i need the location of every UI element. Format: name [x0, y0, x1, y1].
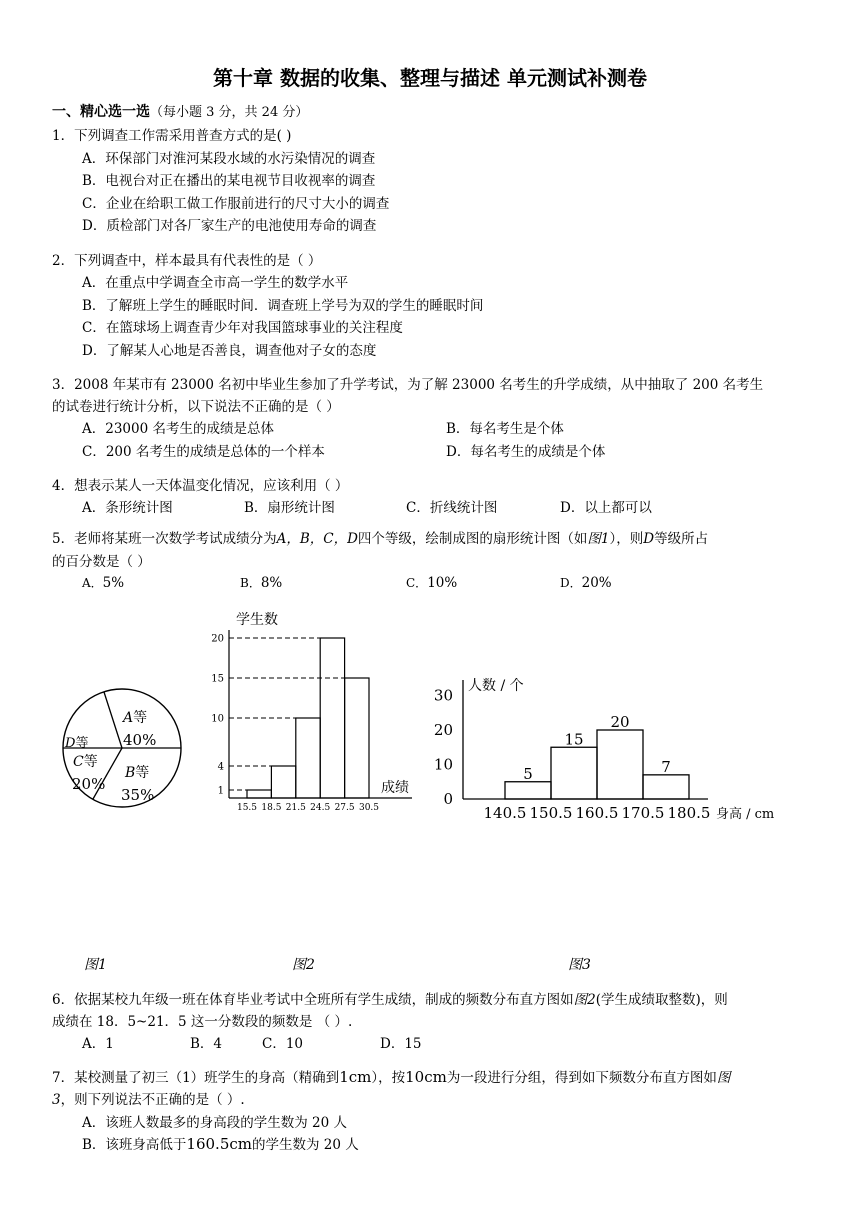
- fig3-x-tick-label: 150.5: [529, 804, 573, 822]
- pie-pct-c: 20%: [72, 775, 106, 793]
- pie-boundary-a-d: [104, 692, 122, 748]
- question-3-option-d: D．每名考生的成绩是个体: [446, 444, 606, 460]
- fig2-y-tick-label: 4: [217, 761, 224, 773]
- page-title: 第十章 数据的收集、整理与描述 单元测试补测卷: [213, 66, 647, 90]
- q5-grade-d: D: [643, 531, 655, 547]
- question-3-stem-line2: 的试卷进行统计分析，以下说法不正确的是（ ）: [52, 399, 340, 415]
- question-7-stem-line1: [52, 1066, 730, 1086]
- question-2-option-b: B．了解班上学生的睡眠时间．调查班上学号为双的学生的睡眠时间: [82, 298, 484, 314]
- q7-text-c: 为一段进行分组，得到如下频数分布直方图如: [446, 1070, 717, 1086]
- fig2-bar: [296, 718, 320, 798]
- question-6-stem-line2: 成绩在 18．5~21．5 这一分数段的频数是 （ ）.: [52, 1014, 353, 1030]
- fig2-bar: [271, 766, 295, 798]
- fig3-x-tick-label: 170.5: [621, 804, 665, 822]
- figure-1-pie-chart: [56, 686, 192, 810]
- option-letter: D．: [560, 576, 582, 590]
- fig3-bar: [597, 730, 643, 799]
- q7-optb-value: 160.5cm: [186, 1135, 252, 1153]
- fig3-x-tick-label: 160.5: [575, 804, 619, 822]
- fig3-y-tick-label: 0: [443, 790, 453, 808]
- q6-text-b: (学生成绩取整数)，则: [595, 992, 728, 1008]
- figure-1-caption: 图1: [84, 957, 107, 973]
- question-6-option-a: A．1: [82, 1036, 114, 1052]
- question-5-option-b: [240, 574, 282, 591]
- fig2-ylabel: 学生数: [236, 612, 278, 628]
- pie-pct-a: 40%: [123, 731, 157, 749]
- fig3-tick-labels: [434, 687, 711, 823]
- pie-label-b: B等: [125, 765, 150, 781]
- figure-3-caption: 图3: [568, 957, 591, 973]
- question-4-option-c: C．折线统计图: [406, 500, 498, 516]
- option-value: 8%: [260, 575, 283, 591]
- question-7-stem-line2: [52, 1088, 245, 1108]
- pie-label-c: C等: [73, 754, 98, 770]
- q6-text-a: 6．依据某校九年级一班在体育毕业考试中全班所有学生成绩，制成的频数分布直方图如: [52, 992, 574, 1008]
- fig2-x-tick-label: 21.5: [285, 803, 306, 813]
- q5-text-e: 等级所占: [654, 531, 709, 547]
- question-4-option-d: D．以上都可以: [560, 500, 652, 516]
- fig3-x-tick-label: 180.5: [667, 804, 711, 822]
- section-title: 一、精心选一选: [52, 104, 150, 120]
- pie-pct-b: 35%: [121, 786, 155, 804]
- fig2-x-tick-label: 30.5: [358, 803, 380, 813]
- question-6-option-d: D．15: [380, 1036, 422, 1052]
- question-1-option-d: D．质检部门对各厂家生产的电池使用寿命的调查: [82, 218, 377, 234]
- option-letter: B．: [240, 576, 261, 590]
- question-6-stem-line1: [52, 988, 728, 1008]
- fig2-y-tick-label: 10: [211, 713, 224, 725]
- question-2-option-c: C．在篮球场上调查青少年对我国篮球事业的关注程度: [82, 320, 403, 336]
- question-1-option-b: B．电视台对正在播出的某电视节目收视率的调查: [82, 173, 376, 189]
- pie-label-d: D等: [65, 736, 89, 751]
- question-5-option-a: [82, 574, 124, 591]
- question-3-option-c: C．200 名考生的成绩是总体的一个样本: [82, 444, 325, 460]
- question-4-option-b: B．扇形统计图: [244, 500, 335, 516]
- figure-2-histogram: [206, 604, 422, 814]
- question-7-option-a: A．该班人数最多的身高段的学生数为 20 人: [82, 1115, 348, 1131]
- q7-optb-text-b: 的学生数为 20 人: [252, 1137, 359, 1153]
- question-7-option-b: [82, 1133, 359, 1153]
- question-1-option-c: C．企业在给职工做工作服前进行的尺寸大小的调查: [82, 196, 390, 212]
- question-5-stem-line1: [52, 527, 708, 547]
- q5-text-b: 四个等级，绘制成图的扇形统计图（如: [357, 531, 588, 547]
- fig2-x-tick-label: 18.5: [261, 803, 282, 813]
- section-note: （每小题 3 分，共 24 分）: [150, 105, 309, 120]
- fig2-x-tick-label: 27.5: [334, 803, 355, 813]
- question-6-option-c: C．10: [262, 1036, 304, 1052]
- q7-figure-number: 3: [52, 1092, 61, 1108]
- figure-2-caption: 图2: [292, 957, 315, 973]
- option-letter: C．: [406, 576, 428, 590]
- fig2-bar: [320, 638, 344, 798]
- fig2-x-tick-label: 24.5: [310, 803, 331, 813]
- option-value: 10%: [427, 575, 458, 591]
- fig2-y-tick-label: 20: [211, 633, 224, 645]
- q7-text-b: ），按: [371, 1070, 406, 1086]
- fig3-bar: [505, 782, 551, 799]
- q5-figure-ref: 图1: [587, 531, 610, 547]
- fig3-data-label: 7: [661, 757, 671, 776]
- fig3-y-tick-label: 20: [433, 721, 453, 739]
- q7-unit-1cm: 1cm: [339, 1068, 372, 1086]
- question-4-option-a: A．条形统计图: [82, 500, 173, 516]
- fig3-y-tick-label: 30: [433, 686, 453, 705]
- option-letter: A．: [82, 576, 103, 590]
- question-2-stem: 2．下列调查中，样本最具有代表性的是（ ）: [52, 253, 322, 269]
- question-6-option-b: B．4: [190, 1036, 223, 1052]
- fig3-x-tick-label: 140.5: [483, 804, 527, 822]
- fig3-data-label: 5: [523, 764, 533, 783]
- fig2-bar: [345, 678, 369, 798]
- fig3-y-tick-label: 10: [433, 755, 453, 774]
- q5-text-c: ），则: [609, 531, 644, 547]
- q7-text-a: 7．某校测量了初三（1）班学生的身高（精确到: [52, 1070, 340, 1086]
- question-2-option-a: A．在重点中学调查全市高一学生的数学水平: [82, 275, 349, 291]
- fig2-bar: [247, 790, 271, 798]
- fig2-xlabel: 成绩: [381, 780, 409, 796]
- fig3-data-label: 20: [610, 713, 630, 731]
- q7-unit-10cm: 10cm: [405, 1068, 447, 1086]
- option-value: 5%: [102, 575, 125, 591]
- fig3-data-label: 15: [564, 730, 584, 749]
- question-3-option-b: B．每名考生是个体: [446, 421, 564, 437]
- fig3-bar: [643, 775, 689, 799]
- q7-optb-text-a: B．该班身高低于: [82, 1137, 187, 1153]
- fig2-y-tick-label: 1: [217, 785, 224, 797]
- question-1-stem: 1．下列调查工作需采用普查方式的是( ): [52, 128, 292, 144]
- question-3-option-a: A．23000 名考生的成绩是总体: [82, 421, 274, 437]
- question-1-option-a: A．环保部门对淮河某段水域的水污染情况的调查: [82, 151, 376, 167]
- section-heading: [52, 101, 308, 121]
- q5-text-a: 5．老师将某班一次数学考试成绩分为: [52, 531, 277, 547]
- fig3-bar: [551, 747, 597, 799]
- question-4-stem: 4．想表示某人一天体温变化情况，应该利用（ ）: [52, 478, 349, 494]
- question-2-option-d: D．了解某人心地是否善良，调查他对子女的态度: [82, 343, 377, 359]
- question-3-stem-line1: 3．2008 年某市有 23000 名初中毕业生参加了升学考试，为了解 23000 名考生的升学成绩，从中抽取了 200 名考生: [52, 377, 764, 393]
- fig2-bars: [229, 638, 369, 798]
- option-value: 20%: [581, 575, 612, 591]
- fig3-bars: [505, 713, 689, 799]
- question-5-option-d: [560, 574, 612, 591]
- fig3-ylabel: 人数 / 个: [468, 678, 524, 694]
- q7-text-d: ，则下列说法不正确的是（ ）.: [60, 1092, 245, 1108]
- question-5-option-c: [406, 574, 457, 591]
- fig2-y-tick-label: 15: [211, 673, 224, 685]
- pie-label-a: A等: [123, 710, 148, 726]
- fig3-xlabel: 身高 / cm: [716, 807, 775, 822]
- q6-figure-ref: 图2: [573, 992, 596, 1008]
- figure-3-histogram: [426, 672, 786, 830]
- question-5-stem-line2: 的百分数是（ ）: [52, 554, 151, 570]
- q7-figure-ref: 图: [716, 1070, 731, 1086]
- fig2-x-tick-label: 15.5: [236, 803, 258, 813]
- q5-grades: A，B，C，D: [276, 531, 358, 547]
